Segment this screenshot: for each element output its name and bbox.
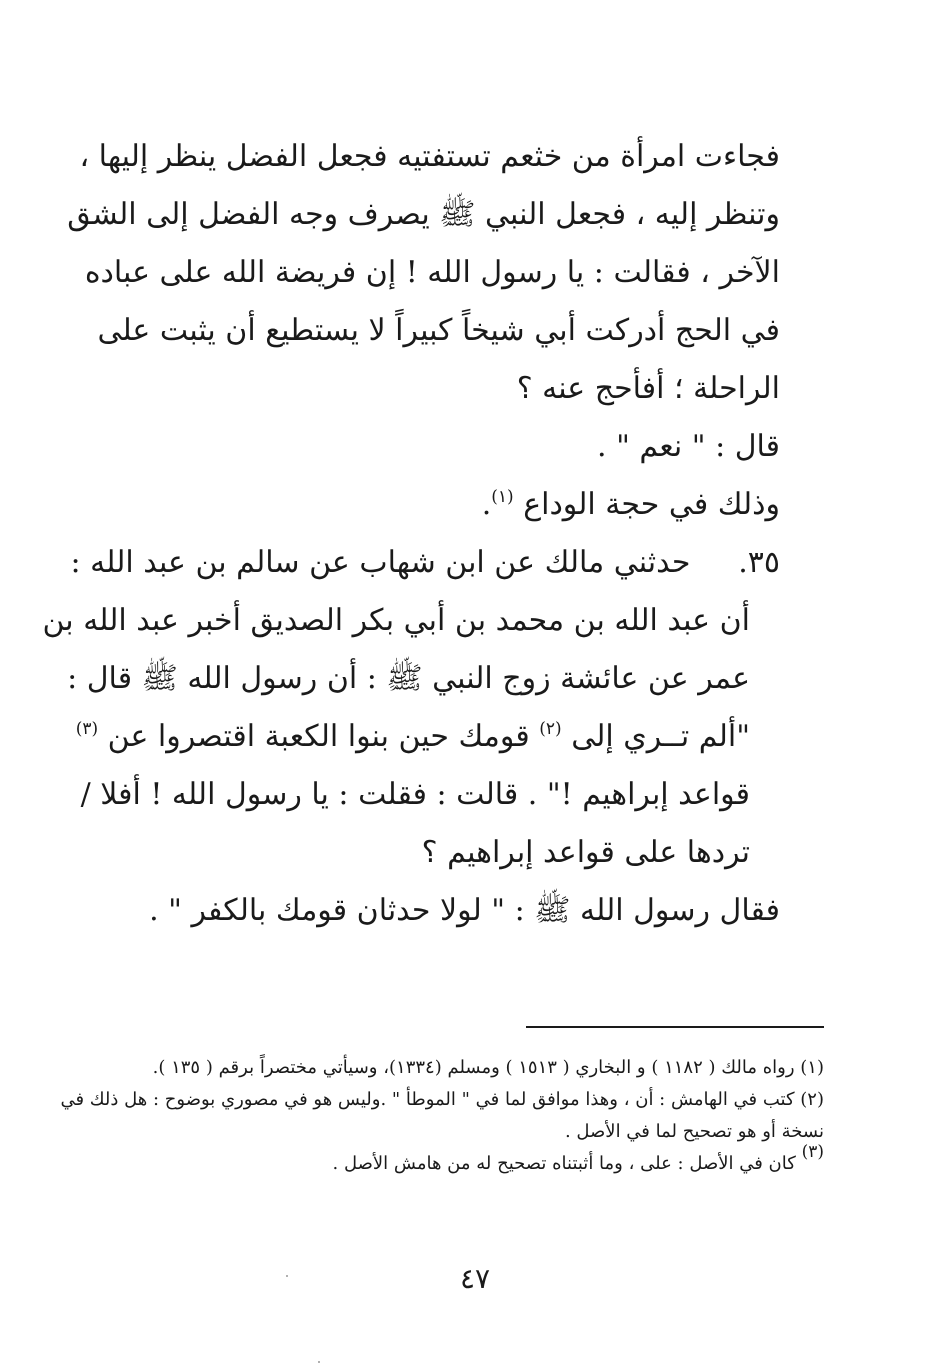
main-text (42, 128, 780, 940)
text-fragment: "ألم تــري إلى (571, 719, 750, 754)
text-line: عمر عن عائشة زوج النبي ﷺ : أن رسول الله ﷺ قال : (67, 661, 750, 696)
text-line (168, 476, 780, 534)
hadith-number: ٣٥. (738, 545, 780, 580)
footnote-2: (٢) كتب في الهامش : أن ، وهذا موافق لما في " الموطأ " .وليس هو في مصوري بوضوح : هل ذلك في (60, 1089, 824, 1110)
text-line (75, 708, 780, 766)
page-number: ٤٧ (459, 1262, 491, 1295)
text-fragment: وذلك في حجة الوداع (523, 487, 780, 522)
text-line: وتنظر إليه ، فجعل النبي ﷺ يصرف وجه الفضل إلى الشق (67, 197, 780, 232)
text-line: الآخر ، فقالت : يا رسول الله ! إن فريضة الله على عباده (84, 255, 780, 290)
period: . (481, 487, 492, 522)
text-fragment: حدثني مالك عن ابن شهاب عن سالم بن عبد الله : (70, 545, 691, 580)
text-line: أن عبد الله بن محمد بن أبي بكر الصديق أخبر عبد الله بن (42, 603, 750, 638)
text-line: الراحلة ؛ أفأحج عنه ؟ (516, 371, 780, 406)
hadith-heading (70, 534, 780, 592)
footnote-2-continuation: نسخة أو هو تصحيح لما في الأصل . (564, 1121, 824, 1142)
footnote-3-text: كان في الأصل : على ، وما أثبتناه تصحيح له من هامش الأصل . (332, 1153, 796, 1174)
text-line: تردها على قواعد إبراهيم ؟ (421, 835, 750, 870)
text-line: في الحج أدركت أبي شيخاً كبيراً لا يستطيع أن يثبت على (97, 313, 780, 348)
footnote-ref-3: (٣) (75, 719, 99, 739)
scan-speck (318, 1361, 320, 1363)
footnote-3-marker: (٣) (801, 1142, 824, 1162)
footnotes (60, 1052, 824, 1180)
text-line: قال : " نعم " . (597, 429, 780, 464)
text-line: فقال رسول الله ﷺ : " لولا حدثان قومك بالكفر " . (149, 893, 780, 928)
footnote-ref-1: (١) (491, 487, 514, 507)
footnote-ref-2: (٢) (539, 719, 562, 739)
footnote-3 (160, 1142, 824, 1180)
scan-speck (286, 1275, 288, 1277)
footnote-separator (526, 1026, 824, 1028)
text-line: قواعد إبراهيم !" . قالت : فقلت : يا رسول الله ! أفلا / (80, 777, 750, 812)
footnote-1: (١) رواه مالك ( ١١٨٢ ) و البخاري ( ١٥١٣ ) ومسلم (١٣٣٤)، وسيأتي مختصراً برقم ( ١٣٥ ). (152, 1057, 824, 1078)
text-line: فجاءت امرأة من خثعم تستفتيه فجعل الفضل ينظر إليها ، (79, 139, 780, 174)
text-fragment: قومك حين بنوا الكعبة اقتصروا عن (107, 719, 530, 754)
